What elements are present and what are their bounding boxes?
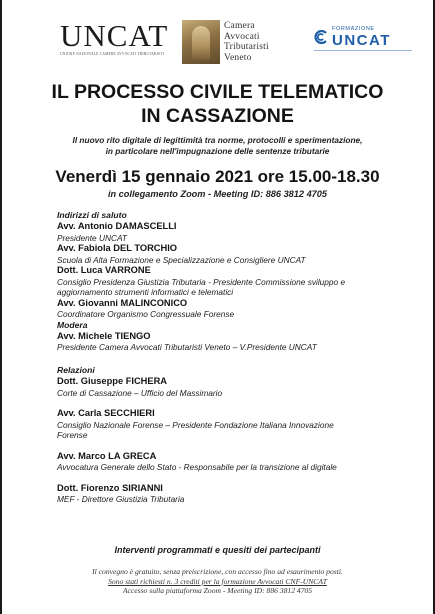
formazione-underline [314,50,412,51]
camera-line-1: Camera [224,21,255,31]
event-subtitle [2,135,433,157]
zoom-info: in collegamento Zoom - Meeting ID: 886 3812 4705 [107,189,328,199]
formazione-mark-icon [314,30,328,44]
formazione-label: FORMAZIONE [332,26,375,32]
moderator-role: Presidente Camera Avvocati Tributaristi Veneto – V.Presidente UNCAT [57,342,317,353]
footer-line-1: Il convegno è gratuito, senza preiscrizione, con accesso fino ad esaurimento posti. [92,567,343,576]
speaker-role: Consiglio Presidenza Giustizia Tributaria - Presidente Commissione sviluppo e [57,276,346,287]
footer-line-3: Accesso sulla piattaforma Zoom - Meeting ID: 886 3812 4705 [122,586,313,596]
header-logos [2,14,433,68]
speaker-role: Avvocatura Generale dello Stato - Responsabile per la transizione al digitale [57,462,337,473]
section-heading-relazioni: Relazioni [57,365,95,376]
footer-line-2: Sono stati richiesti n. 3 crediti per la formazione Avvocati CNF-UNCAT [108,576,327,586]
speaker-name: Avv. Antonio DAMASCELLI [57,221,177,231]
formazione-uncat-word: UNCAT [332,32,391,49]
speaker-name: Dott. Luca VARRONE [57,265,151,276]
event-flyer [2,0,433,614]
camera-avvocati-logo [182,20,292,66]
speaker-name: Dott. Fiorenzo SIRIANNI [57,482,163,493]
statue-image [182,20,220,64]
speaker-name: Avv. Marco LA GRECA [57,450,157,461]
section-heading-modera: Modera [57,319,88,330]
speaker-role: Corte di Cassazione – Ufficio del Massimario [57,387,223,398]
uncat-logo-word: UNCAT [60,18,169,53]
camera-line-2: Avvocati [224,31,260,42]
moderator-name: Avv. Michele TIENGO [57,330,151,341]
speaker-name: Avv. Fabiola DEL TORCHIO [57,243,178,254]
section-heading-saluto: Indirizzi di saluto [57,210,127,220]
interventi-note: Interventi programmati e quesiti dei partecipanti [114,545,321,555]
speaker-name: Dott. Giuseppe FICHERA [57,376,168,387]
speaker-role: aggiornamento strumenti informatici e telematici [57,287,234,298]
event-title [2,80,433,128]
title-line-2: IN CASSAZIONE [141,105,294,127]
camera-avvocati-text [224,21,269,63]
camera-line-3: Tributaristi [224,42,269,53]
speaker-role: Presidente UNCAT [57,232,127,243]
title-line-1: IL PROCESSO CIVILE TELEMATICO [51,81,384,103]
speaker-role: Consiglio Nazionale Forense – Presidente Fondazione Italiana Innovazione [57,419,334,430]
speaker-role: MEF - Direttore Giustizia Tributaria [57,494,185,505]
speaker-name: Avv. Carla SECCHIERI [57,408,155,419]
camera-line-4: Veneto [224,52,252,63]
uncat-logo-subtitle: UNIONE NAZIONALE CAMERE AVVOCATI TRIBUTARISTI [60,52,165,56]
speaker-role: Forense [57,430,88,441]
subtitle-line-1: Il nuovo rito digitale di legittimità tra norme, protocolli e sperimentazione, [72,135,363,145]
subtitle-line-2: in particolare nell'impugnazione delle sentenze tributarie [105,146,330,156]
program [57,210,397,505]
event-date: Venerdì 15 gennaio 2021 ore 15.00-18.30 [55,167,380,186]
uncat-logo [60,18,169,56]
speaker-role: Coordinatore Organismo Congressuale Forense [57,309,235,320]
speaker-role: Scuola di Alta Formazione e Specializzazione e Consigliere UNCAT [57,254,306,265]
speaker-name: Avv. Giovanni MALINCONICO [57,297,188,308]
footer-notes [2,567,433,596]
